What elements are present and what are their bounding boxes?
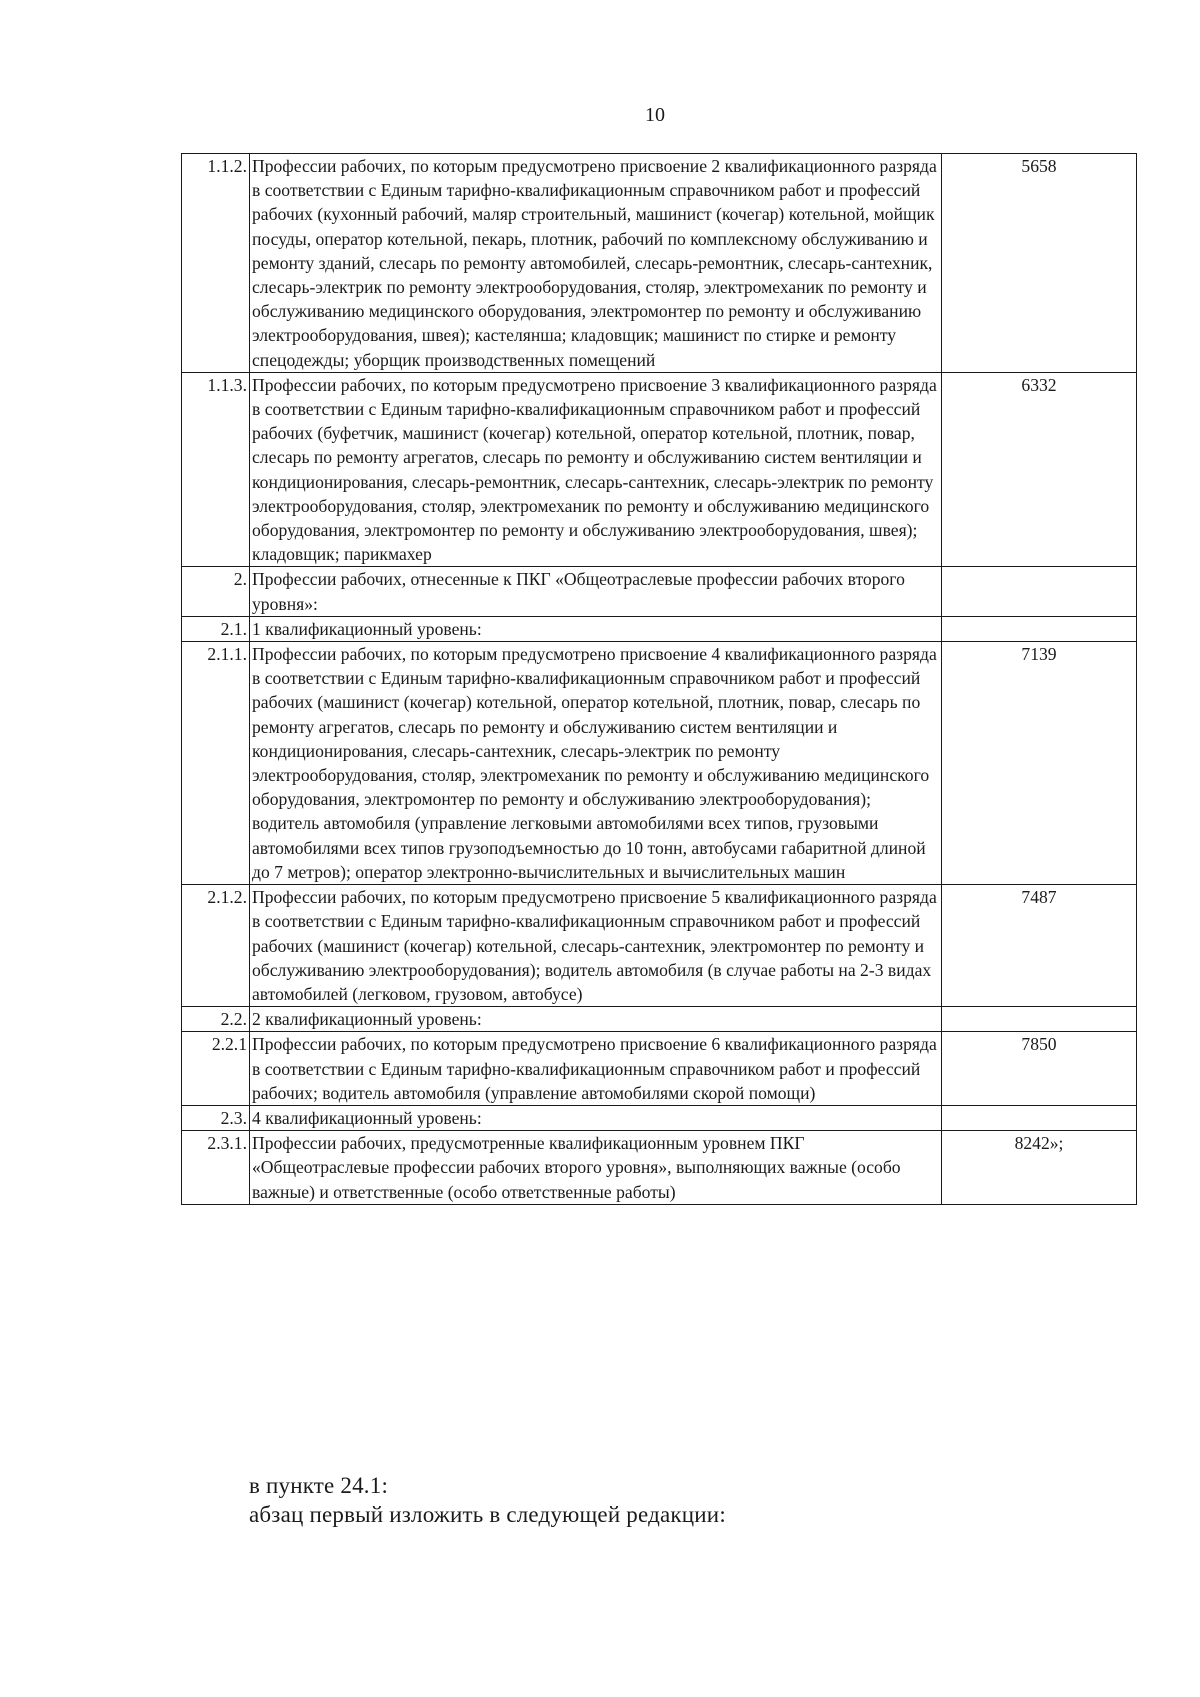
row-description: 2 квалификационный уровень: [250,1007,942,1032]
row-salary-value: 5658 [942,154,1137,373]
table-row [182,642,1137,885]
wage-table [181,153,1137,1205]
row-description: Профессии рабочих, предусмотренные квалификационным уровнем ПКГ «Общеотраслевые профессии рабочих второго уровня», выполняющих важные (особо важные) и ответственные (особо ответственные работы) [250,1131,942,1205]
row-salary-value: 7487 [942,885,1137,1007]
paragraph-first-abstract: абзац первый изложить в следующей редакции: [249,1502,726,1527]
row-number: 2.2. [182,1007,250,1032]
table-row [182,567,1137,616]
row-number: 1.1.2. [182,154,250,373]
row-description: Профессии рабочих, по которым предусмотрено присвоение 4 квалификационного разряда в соответствии с Единым тарифно-квалификационным справочником работ и профессий рабочих (машинист (кочегар) котельной, оператор котельной, плотник, повар, слесарь по ремонту агрегатов, слесарь по ремонту и обслуживанию систем вентиляции и кондиционирования, слесарь-сантехник, слесарь-электрик по ремонту электрооборудования, столяр, электромеханик по ремонту и обслуживанию медицинского оборудования, электромонтер по ремонту и обслуживанию электрооборудования); водитель автомобиля (управление легковыми автомобилями всех типов, грузовыми автомобилями всех типов грузоподъемностью до 10 тонн, автобусами габаритной длиной до 7 метров); оператор электронно-вычислительных и вычислительных машин [250,642,942,885]
table-row [182,154,1137,373]
row-salary-value [942,567,1137,616]
row-description: Профессии рабочих, по которым предусмотрено присвоение 2 квалификационного разряда в соответствии с Единым тарифно-квалификационным справочником работ и профессий рабочих (кухонный рабочий, маляр строительный, машинист (кочегар) котельной, мойщик посуды, оператор котельной, пекарь, плотник, рабочий по комплексному обслуживанию и ремонту зданий, слесарь по ремонту автомобилей, слесарь-ремонтник, слесарь-сантехник, слесарь-электрик по ремонту электрооборудования, столяр, электромеханик по ремонту и обслуживанию медицинского оборудования, электромонтер по ремонту и обслуживанию электрооборудования, швея); кастелянша; кладовщик; машинист по стирке и ремонту спецодежды; уборщик производственных помещений [250,154,942,373]
row-salary-value: 6332 [942,372,1137,567]
table-row [182,1032,1137,1106]
row-salary-value: 7850 [942,1032,1137,1106]
row-salary-value [942,616,1137,641]
row-number: 1.1.3. [182,372,250,567]
page-number: 10 [645,104,665,126]
row-number: 2.2.1 [182,1032,250,1106]
row-salary-value: 7139 [942,642,1137,885]
row-description: Профессии рабочих, по которым предусмотрено присвоение 5 квалификационного разряда в соответствии с Единым тарифно-квалификационным справочником работ и профессий рабочих (машинист (кочегар) котельной, слесарь-сантехник, электромонтер по ремонту и обслуживанию электрооборудования); водитель автомобиля (в случае работы на 2-3 видах автомобилей (легковом, грузовом, автобусе) [250,885,942,1007]
row-number: 2. [182,567,250,616]
row-description: Профессии рабочих, отнесенные к ПКГ «Общеотраслевые профессии рабочих второго уровня»: [250,567,942,616]
table-row [182,372,1137,567]
row-description: 4 квалификационный уровень: [250,1105,942,1130]
row-salary-value [942,1105,1137,1130]
table-row [182,1131,1137,1205]
table-row [182,1105,1137,1130]
row-number: 2.3. [182,1105,250,1130]
row-number: 2.1. [182,616,250,641]
row-number: 2.3.1. [182,1131,250,1205]
row-description: Профессии рабочих, по которым предусмотрено присвоение 3 квалификационного разряда в соответствии с Единым тарифно-квалификационным справочником работ и профессий рабочих (буфетчик, машинист (кочегар) котельной, оператор котельной, плотник, повар, слесарь по ремонту агрегатов, слесарь по ремонту и обслуживанию систем вентиляции и кондиционирования, слесарь-ремонтник, слесарь-сантехник, слесарь-электрик по ремонту электрооборудования, столяр, электромеханик по ремонту и обслуживанию медицинского оборудования, электромонтер по ремонту и обслуживанию электрооборудования, швея); кладовщик; парикмахер [250,372,942,567]
table-row [182,616,1137,641]
table-row [182,885,1137,1007]
row-number: 2.1.2. [182,885,250,1007]
row-salary-value [942,1007,1137,1032]
row-description: 1 квалификационный уровень: [250,616,942,641]
table-row [182,1007,1137,1032]
row-salary-value: 8242»; [942,1131,1137,1205]
row-number: 2.1.1. [182,642,250,885]
row-description: Профессии рабочих, по которым предусмотрено присвоение 6 квалификационного разряда в соответствии с Единым тарифно-квалификационным справочником работ и профессий рабочих; водитель автомобиля (управление автомобилями скорой помощи) [250,1032,942,1106]
paragraph-point-24-1: в пункте 24.1: [249,1473,389,1498]
